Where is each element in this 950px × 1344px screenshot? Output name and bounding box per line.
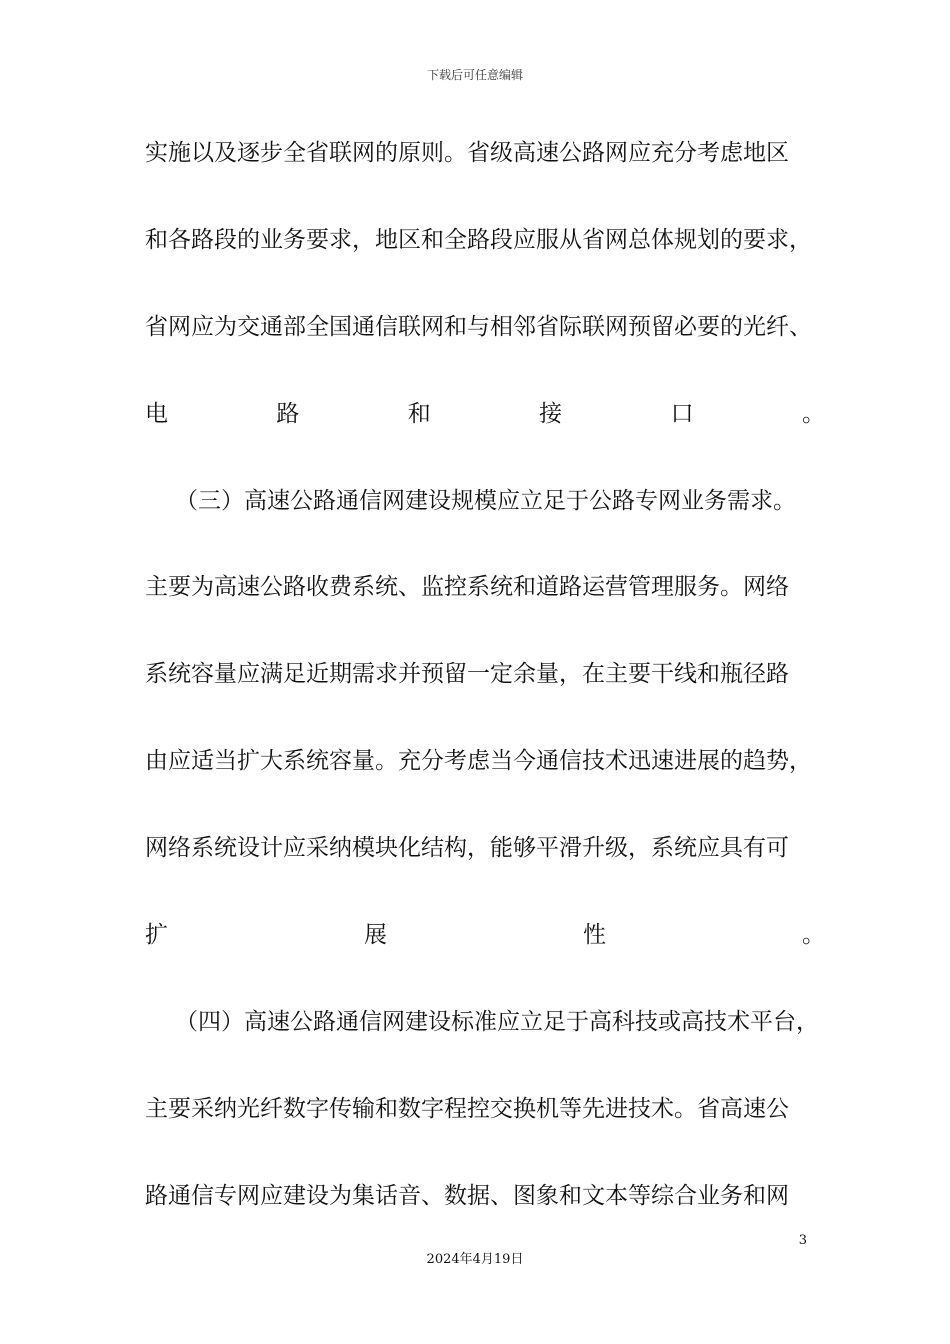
text-line: 和各路段的业务要求，地区和全路段应服从省网总体规划的要求， (145, 226, 812, 253)
page-header: 下载后可任意编辑 (426, 68, 523, 82)
text-line: 实施以及逐步全省联网的原则。省级高速公路网应充分考虑地区 (145, 140, 789, 166)
paragraph-start-line: （四）高速公路通信网建设标准应立足于高科技或高技术平台， (175, 1008, 819, 1035)
text-line: 系统容量应满足近期需求并预留一定余量，在主要干线和瓶径路 (145, 661, 789, 688)
text-line: 省网应为交通部全国通信联网和与相邻省际联网预留必要的光纤、 (145, 313, 812, 340)
justified-text-line (145, 913, 825, 1000)
page-number: 3 (798, 1233, 807, 1248)
justified-char: 。 (802, 922, 825, 949)
justified-char: 。 (801, 400, 825, 427)
text-line: 网络系统设计应采纳模块化结构，能够平滑升级，系统应具有可 (145, 835, 789, 862)
justified-char: 路 (276, 400, 300, 427)
text-line: 由应适当扩大系统容量。充分考虑当今通信技术迅速进展的趋势， (145, 748, 812, 775)
footer-date: 2024年4月19日 (426, 1252, 524, 1267)
justified-char: 接 (539, 400, 563, 427)
justified-char: 电 (145, 400, 168, 427)
paragraph-start-line: （三）高速公路通信网建设规模应立足于公路专网业务需求。 (175, 487, 796, 514)
justified-char: 展 (364, 922, 387, 949)
justified-char: 性 (583, 922, 606, 949)
justified-char: 扩 (145, 922, 168, 949)
justified-char: 和 (407, 400, 431, 427)
text-line: 路通信专网应建设为集话音、数据、图象和文本等综合业务和网 (145, 1182, 789, 1209)
text-line: 主要采纳光纤数字传输和数字程控交换机等先进技术。省高速公 (145, 1095, 789, 1122)
justified-char: 口 (670, 400, 694, 427)
justified-text-line (145, 392, 825, 479)
text-line: 主要为高速公路收费系统、监控系统和道路运营管理服务。网络 (145, 574, 789, 601)
document-body (145, 131, 825, 1261)
